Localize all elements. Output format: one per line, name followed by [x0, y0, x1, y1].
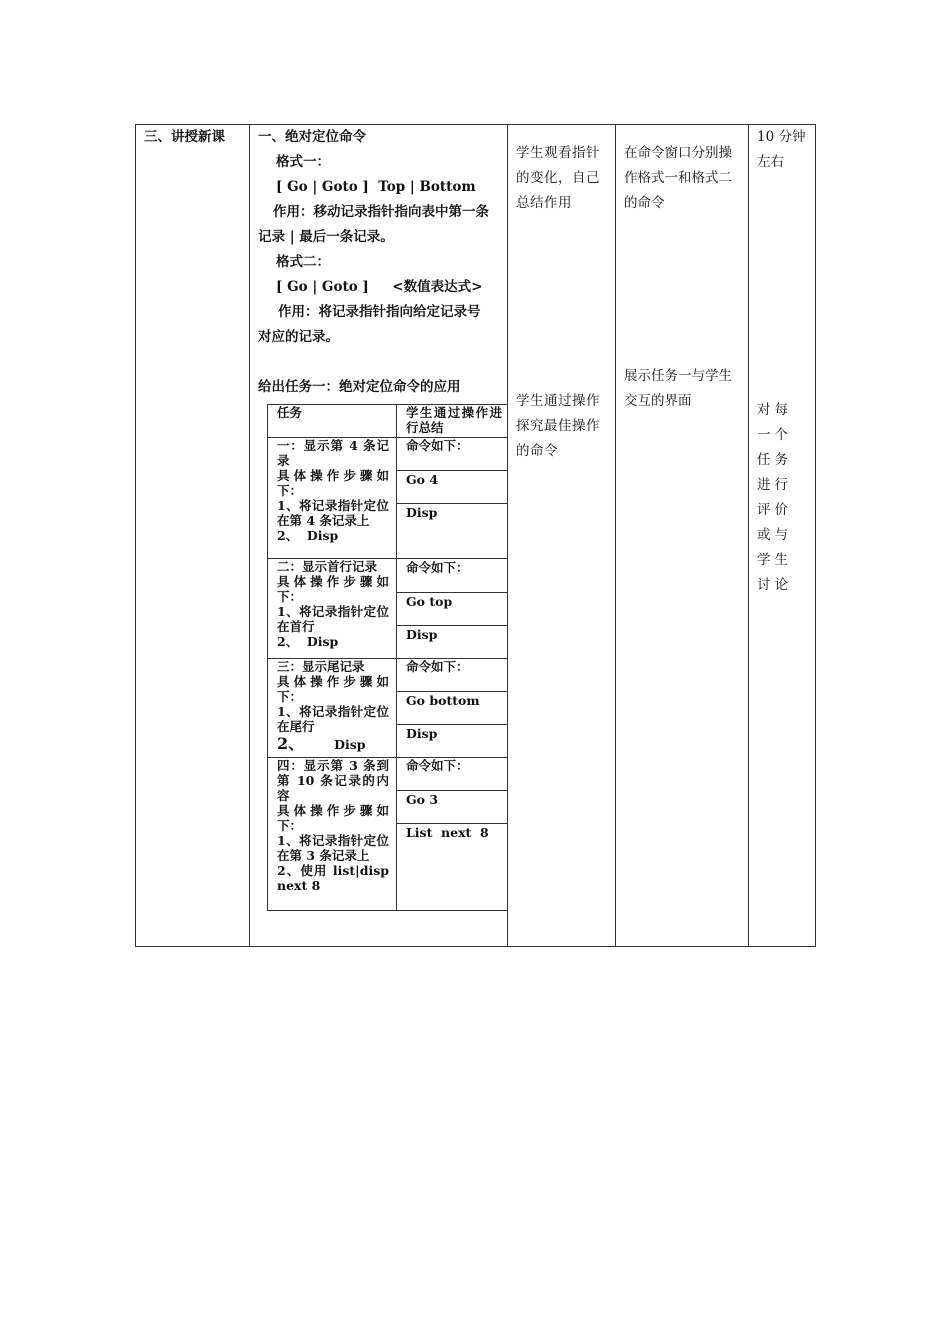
task-title: 四：显示第 3 条到第 10 条记录的内容 [277, 758, 389, 803]
format2-label: 格式二： [276, 254, 330, 270]
time-note-1: 10 分钟左右 [757, 129, 806, 170]
task-step2-command: Disp [334, 737, 366, 752]
task-steps-label: 具体操作步骤如下： [277, 803, 389, 833]
column-divider-2 [507, 124, 508, 947]
command-line: Go 3 [406, 792, 439, 807]
command-line: Go bottom [406, 693, 480, 708]
task-row3-cmd-divider-b [396, 724, 507, 725]
column-divider-1 [249, 124, 250, 947]
student-activity-1: 学生观看指针的变化，自己总结作用 [516, 145, 600, 211]
format2-effect-line1: 作用：将记录指针指向给定记录号 [278, 304, 481, 320]
task-step2: 2、 Disp [277, 528, 339, 543]
task-row2-cmd-divider-b [396, 625, 507, 626]
command-line: Disp [406, 627, 438, 642]
command-label: 命令如下： [406, 758, 469, 773]
task-title: 三：显示尾记录 [277, 659, 365, 674]
table-top-border [135, 124, 816, 125]
student-activity-2: 学生通过操作探究最佳操作的命令 [516, 393, 600, 459]
command-line: List next 8 [406, 825, 489, 840]
task-row [277, 559, 389, 649]
task-step2-number: 2、 [277, 734, 305, 753]
task-title: 一：显示第 4 条记录 [277, 438, 389, 468]
task-table-bottom-border [267, 910, 507, 911]
task-step2: 2、 Disp [277, 634, 339, 649]
command-label: 命令如下： [406, 659, 469, 674]
format1-effect-line1: 作用：移动记录指针指向表中第一条 [273, 204, 489, 220]
task-row [277, 438, 389, 543]
task-steps-label: 具体操作步骤如下： [277, 574, 389, 604]
task-step2 [277, 736, 389, 752]
table-bottom-border [135, 946, 816, 947]
command-line: Disp [406, 505, 438, 520]
table-left-border [135, 124, 136, 947]
time-note-2: 对每一个任务进行评价或与学生讨论 [757, 402, 792, 593]
task-title: 二：显示首行记录 [277, 559, 378, 574]
task-step1: 1、将记录指针定位在第 4 条记录上 [277, 498, 389, 528]
section-title: 三、讲授新课 [144, 129, 225, 145]
teacher-activity-1: 在命令窗口分别操作格式一和格式二的命令 [624, 145, 732, 211]
task-steps-label: 具体操作步骤如下： [277, 674, 389, 704]
task-row2-cmd-divider-a [396, 592, 507, 593]
task-step1: 1、将记录指针定位在第 3 条记录上 [277, 833, 389, 863]
task-row4-cmd-divider-b [396, 823, 507, 824]
task-steps-label: 具体操作步骤如下： [277, 468, 389, 498]
column-divider-4 [748, 124, 749, 947]
format1-syntax: [ Go | Goto ] Top | Bottom [276, 179, 476, 195]
command-line: Disp [406, 726, 438, 741]
column-divider-3 [615, 124, 616, 947]
format1-effect-line2: 记录 | 最后一条记录。 [258, 229, 394, 245]
task-row1-cmd-divider-b [396, 503, 507, 504]
command-label: 命令如下： [406, 438, 469, 453]
task-intro: 给出任务一：绝对定位命令的应用 [258, 379, 461, 395]
format2-effect-line2: 对应的记录。 [258, 329, 339, 345]
task-row4-cmd-divider-a [396, 790, 507, 791]
task-header-summary: 学生通过操作进行总结 [406, 405, 502, 435]
command-line: Go top [406, 594, 453, 609]
content-heading: 一、绝对定位命令 [258, 129, 366, 145]
format1-label: 格式一： [276, 154, 330, 170]
task-step2: 2、使用 list|disp next 8 [277, 863, 389, 893]
command-line: Go 4 [406, 472, 439, 487]
task-step1: 1、将记录指针定位在首行 [277, 604, 389, 634]
task-row1-cmd-divider-a [396, 470, 507, 471]
task-row [277, 758, 389, 893]
command-label: 命令如下： [406, 560, 469, 575]
format2-syntax: [ Go | Goto ] <数值表达式> [276, 279, 483, 295]
task-step1: 1、将记录指针定位在尾行 [277, 704, 389, 734]
task-row3-cmd-divider-a [396, 691, 507, 692]
teacher-activity-2: 展示任务一与学生交互的界面 [624, 368, 732, 409]
task-header-task: 任务 [277, 405, 303, 420]
table-right-border [815, 124, 816, 947]
task-row [277, 659, 389, 752]
